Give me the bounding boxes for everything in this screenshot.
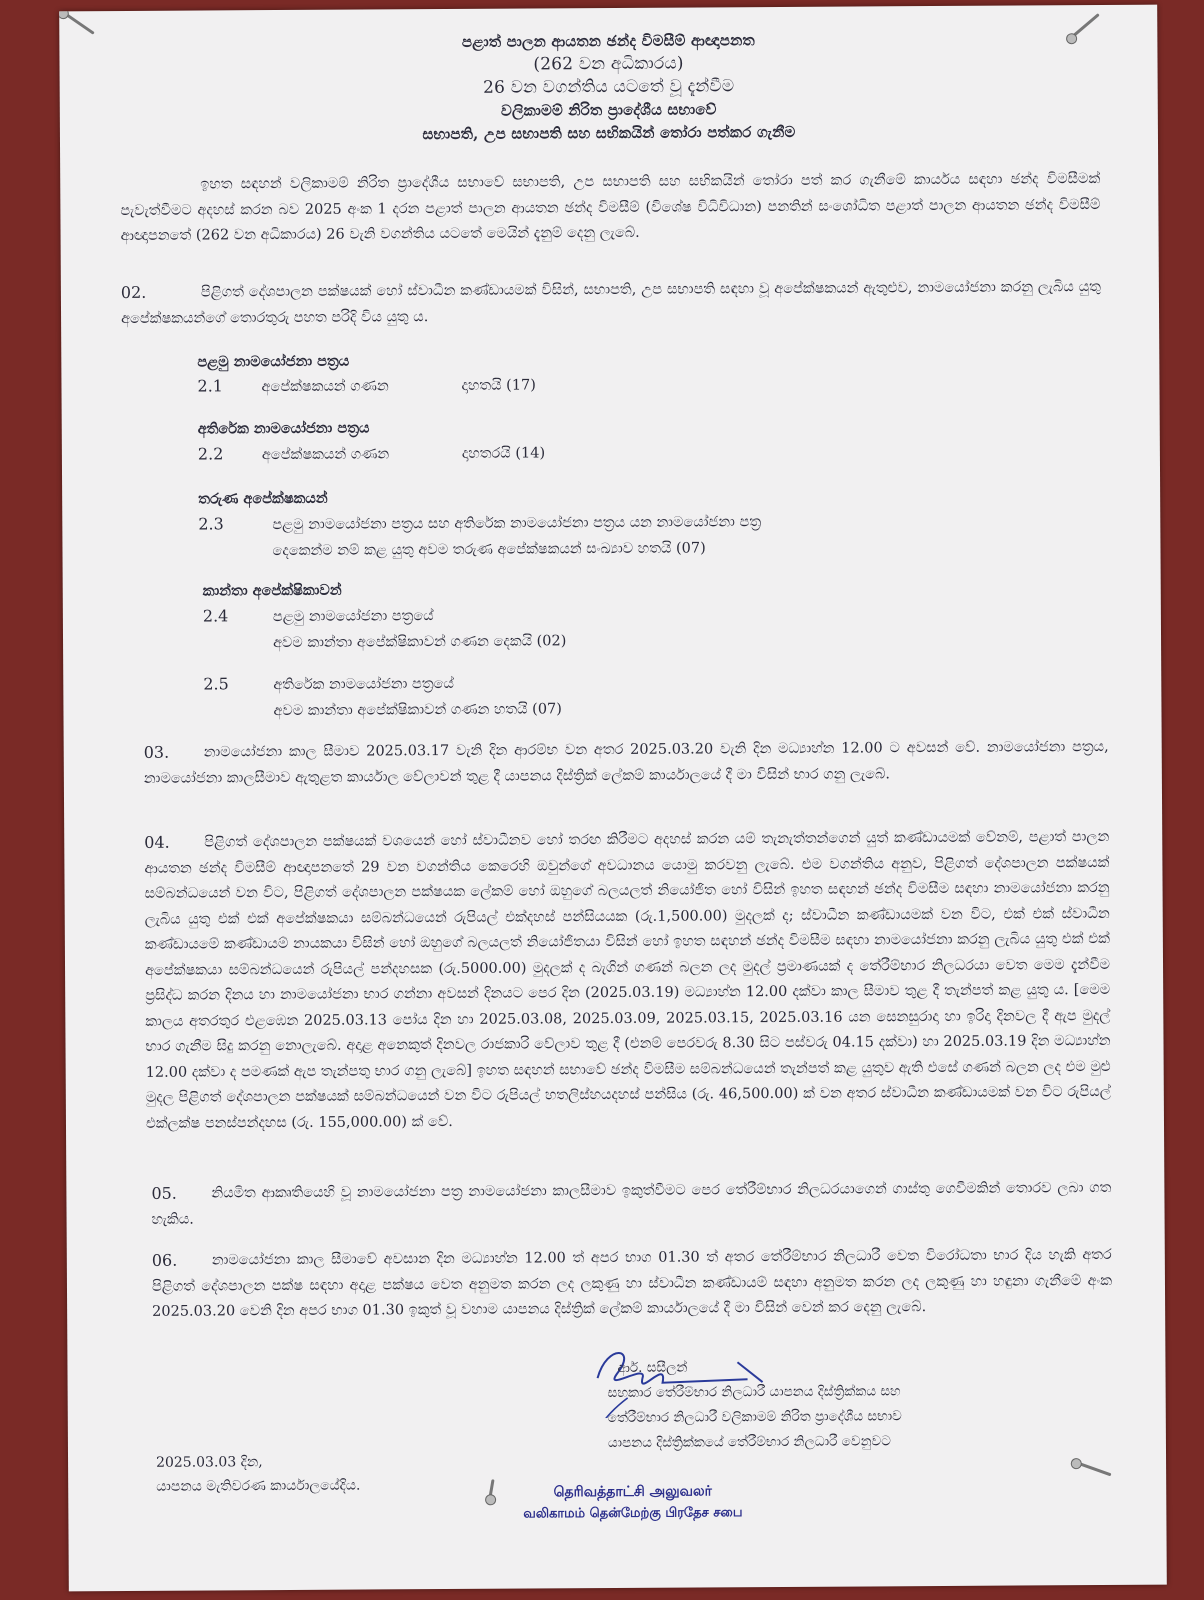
subhead-first-nomination: පළමු නාමයෝජනා පත්‍රය bbox=[197, 352, 350, 371]
header-line-2: (262 වන අධිකාරය) bbox=[533, 53, 684, 75]
subhead-women-candidates: කාන්තා අපේක්ෂිකාවන් bbox=[202, 581, 342, 600]
notice-sheet bbox=[59, 5, 1167, 1592]
stamp-line-2: வலிகாமம் தென்மேற்கு பிரதேச சபை bbox=[523, 1505, 743, 1522]
item-2-5-line-1: අතිරේක නාමයෝජනා පත්‍රයේ bbox=[273, 675, 454, 694]
pin-bottom-left bbox=[488, 1479, 495, 1501]
signatory-title-2: තේරීම්භාර නිලධාරී වලිකාමම් නිරිත ප්‍රාදේශීය සභාව bbox=[607, 1408, 902, 1427]
pin-top-left bbox=[62, 11, 95, 35]
signatory-title-1: සහකාර තේරීම්භාර නිලධාරී යාපනය දිස්ත්‍රික්කය සහ bbox=[607, 1383, 901, 1402]
signatory-name: ආර්. සසීලන් bbox=[617, 1359, 688, 1376]
section-04-number: 04. bbox=[144, 832, 170, 852]
item-2-2-number: 2.2 bbox=[197, 444, 224, 464]
header-line-3: 26 වන වගන්තිය යටතේ වූ දැන්වීම bbox=[483, 76, 735, 98]
item-2-1-value: දාහතයි (17) bbox=[461, 377, 536, 394]
section-06-number: 06. bbox=[151, 1250, 178, 1270]
item-2-1-label: අපේක්ෂකයන් ගණන bbox=[261, 378, 389, 396]
header-line-1: පළාත් පාලන ආයතන ඡන්ද විමසීම් ආඥාපනත bbox=[461, 31, 755, 51]
header-line-5: සභාපති, උප සභාපති සහ සභිකයින් තෝරා පත්කර ගැනීම bbox=[422, 122, 796, 144]
item-2-4-number: 2.4 bbox=[202, 606, 229, 626]
pin-bottom-right bbox=[1075, 1461, 1112, 1477]
section-03-number: 03. bbox=[143, 742, 170, 762]
section-03-text: නාමයෝජනා කාල සීමාව 2025.03.17 වැනි දින ආරම්භ වන අතර 2025.03.20 වැනි දින මධ්‍යාහ්න 12.00 ට අවසන් වේ. නාමයෝජනා පත්‍රය, නාමයෝජනා කාලසීමාව ඇතුළත කාර්යාල වේලාවන් තුළ දී යාපනය දිස්ත්‍රික් ලේකම් කාර්යාලයේ දී මා විසින් භාර ගනු ලැබේ. bbox=[143, 738, 1109, 787]
item-2-1-number: 2.1 bbox=[197, 376, 223, 396]
item-2-3-line-1: පළමු නාමයෝජනා පත්‍රය සහ අතිරේක නාමයෝජනා පත්‍රය යන නාමයෝජනා පත්‍ර bbox=[272, 514, 762, 534]
section-02-number: 02. bbox=[120, 282, 147, 302]
item-2-5-number: 2.5 bbox=[203, 674, 229, 694]
official-stamp bbox=[523, 1480, 742, 1525]
header-line-4: වලිකාමම් නිරිත ප්‍රාදේශීය සභාවේ bbox=[500, 100, 717, 120]
subhead-additional-nomination: අතිරේක නාමයෝජනා පත්‍රය bbox=[197, 419, 370, 438]
item-2-2-label: අපේක්ෂකයන් ගණන bbox=[261, 446, 390, 464]
item-2-2-value: දාහතරයි (14) bbox=[461, 445, 546, 462]
date-place-block bbox=[156, 1450, 360, 1499]
item-2-3-line-2: දෙකෙන්ම නම් කළ යුතු අවම තරුණ අපේක්ෂකයන් සංඛ්‍යාව හතයි (07) bbox=[272, 540, 706, 560]
stamp-line-1: தெரிவத்தாட்சி அலுவலர் bbox=[553, 1483, 713, 1501]
signature-block bbox=[607, 1354, 902, 1456]
section-05-number: 05. bbox=[151, 1183, 177, 1203]
item-2-4-line-1: පළමු නාමයෝජනා පත්‍රයේ bbox=[272, 608, 434, 626]
item-2-3-number: 2.3 bbox=[198, 514, 224, 534]
section-04-text: පිළිගත් දේශපාලන පක්ෂයක් වශයෙන් හෝ ස්වාධීනව හෝ තරඟ කිරීමට අදහස් කරන යම් තැනැත්තන්ගෙන් යුත් කණ්ඩායමක් වේනම්, පළාත් පාලන ආයතන ඡන්ද විමසීම් ආඥාපනතේ 29 වන වගන්තිය කෙරෙහි ඔවුන්ගේ අවධානය යොමු කරවනු ලැබේ. එම වගන්තිය අනුව, පිළිගත් දේශපාලන පක්ෂයක් සම්බන්ධයෙන් වන විට, පිළිගත් දේශපාලන පක්ෂයක ලේකම් හෝ ඔහුගේ බලයලත් නියෝජිත හෝ විසින් ඉහත සඳහන් ඡන්ද විමසීම සඳහා නාමයෝජනා කරනු ලැබිය යුතු එක් එක් අපේක්ෂකයා සම්බන්ධයෙන් රුපියල් එක්දහස් පන්සියයක (රු.1,500.00) මුදලක් ද; ස්වාධීන කණ්ඩායමක් වන විට, එක් එක් ස්වාධීන කණ්ඩායමේ කණ්ඩායම් නායකයා විසින් හෝ ඔහුගේ බලයලත් නියෝජිතයා විසින් හෝ ඉහත සඳහන් ඡන්ද විමසීම සඳහා නාමයෝජනා කරනු ලැබිය යුතු එක් එක් අපේක්ෂකයා සම්බන්ධයෙන් රුපියල් පන්දහසක (රු.5000.00) මුදලක් ද බැගින් ගණන් බලන ලද මුදල් ප්‍රමාණයක් ද තේරීම්භාර නිලධරයා වෙත මෙම දැන්වීම ප්‍රසිද්ධ කරන දිනය හා නාමයෝජනා භාර ගන්නා අවසන් දිනයට පෙර දින (2025.03.19) මධ්‍යාහ්න 12.00 දක්වා කාල සීමාව තුළ දී තැන්පත් කළ යුතු ය. [මෙම කාලය අතරතුර එළඹෙන 2025.03.13 පෝය දින හා 2025.03.08, 2025.03.09, 2025.03.15, 2025.03.16 යන සෙනසුරාදා හා ඉරිදා දිනවල දී ඇප මුදල් භාර ගැනීම සිදු කරනු නොලැබේ. අදාළ අනෙකුත් දිනවල රාජකාරි වේලාව තුළ දී (එනම් පෙරවරු 8.30 සිට පස්වරු 04.15 දක්වා) හා 2025.03.19 දින මධ්‍යාහ්න 12.00 දක්වා ද පමණක් ඇප තැන්පතු භාර ගනු ලැබේ] ඉහත සඳහන් සභාවේ ඡන්ද විමසීම සම්බන්ධයෙන් තැන්පත් කළ යුතුව ඇති එසේ ගණන් බලන ලද එම මුළු මුදල පිළිගත් දේශපාලන පක්ෂයක් සම්බන්ධයෙන් වන විට රුපියල් හතලිස්හයදහස් පන්සිය (රු. 46,500.00) ක් වන අතර ස්වාධීන කණ්ඩායමක් වන විට රුපියල් එක්ලක්ෂ පනස්පන්දහස (රු. 155,000.00) ක් වේ. bbox=[144, 828, 1111, 1132]
intro-paragraph: ඉහත සඳහන් වලිකාමම් නිරිත ප්‍රාදේශීය සභාවේ සභාපති, උප සභාපති සහ සභිකයින් තෝරා පත් කර ගැනීමේ කාර්යය සඳහා ඡන්ද විමසීමක් පැවැත්වීමට අදහස් කරන බව 2025 අංක 1 දරන පළාත් පාලන ආයතන ඡන්ද විමසීම් (විශේෂ විධිවිධාන) පනතින් සංශෝධිත පළාත් පාලන ආයතන ඡන්ද විමසීම් ආඥාපනතේ (262 වන අධිකාරය) 26 වැනි වගන්තිය යටතේ මෙයින් දැනුම් දෙනු ලැබේ. bbox=[120, 171, 1101, 244]
item-2-5-line-2: අවම කාන්තා අපේක්ෂිකාවන් ගණන හතයි (07) bbox=[273, 701, 562, 720]
notice-date: 2025.03.03 දින, bbox=[156, 1454, 263, 1471]
section-05-text: නියමිත ආකෘතියෙහි වූ නාමයෝජනා පත්‍ර නාමයෝජනා කාලසීමාව ඉකුත්වීමට පෙර තේරීම්භාර නිලධරයාගෙන් ගාස්තු ගෙවීමකින් තොරව ලබා ගත හැකිය. bbox=[151, 1179, 1112, 1228]
section-06-text: නාමයෝජනා කාල සීමාවේ අවසාන දින මධ්‍යාහ්න 12.00 ත් අපර භාග 01.30 ත් අතර තේරීම්භාර නිලධාරී වෙත විරෝධතා භාර දිය හැකි අතර පිළිගත් දේශපාලන පක්ෂ සඳහා අදාළ පක්ෂය වෙත අනුමත කරන ලද ලකුණු හා ස්වාධීන කණ්ඩායම් සඳහා අනුමත කරන ලද ලකුණු හා හඳුනා ගැනීමේ අංක 2025.03.20 වෙනි දින අපර භාග 01.30 ඉකුත් වූ වහාම යාපනය දිස්ත්‍රික් ලේකම් කාර්යාලයේ දී මා විසින් වෙන් කර දෙනු ලැබේ. bbox=[151, 1246, 1113, 1320]
notice-place: යාපනය මැතිවරණ කාර්යාලයේදිය. bbox=[156, 1477, 361, 1495]
item-2-4-line-2: අවම කාන්තා අපේක්ෂිකාවන් ගණන දෙකයි (02) bbox=[272, 633, 567, 652]
subhead-youth-candidates: තරුණ අපේක්ෂකයන් bbox=[198, 489, 328, 508]
section-02-text: පිළිගත් දේශපාලන පක්ෂයක් හෝ ස්වාධීන කණ්ඩායමක් විසින්, සභාපති, උප සභාපති සඳහා වූ අපේක්ෂකයන් ඇතුළුව, නාමයෝජනා කරනු ලැබිය යුතු අපේක්ෂකයන්ගේ තොරතුරු පහත පරිදි විය යුතු ය. bbox=[121, 279, 1101, 327]
notice-header bbox=[59, 27, 1158, 149]
signatory-title-3: යාපනය දිස්ත්‍රික්කයේ තේරීම්භාර නිලධාරී වෙනුවට bbox=[607, 1433, 891, 1452]
